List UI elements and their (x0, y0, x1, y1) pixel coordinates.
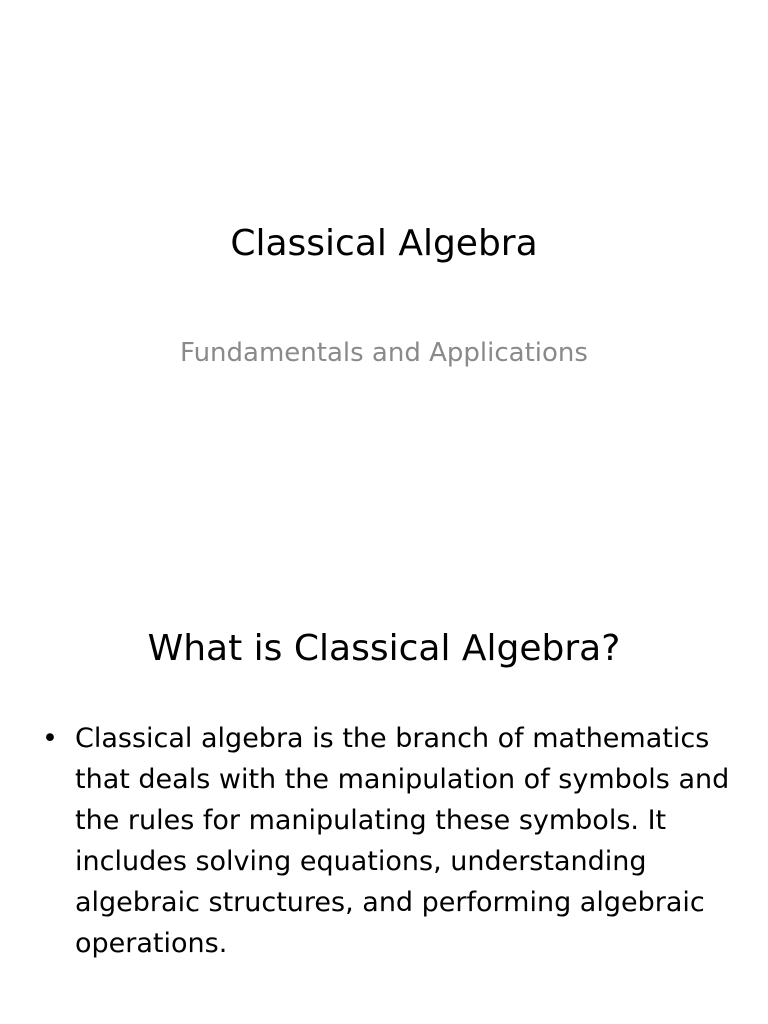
list-item (40, 718, 730, 964)
bullet-text: Classical algebra is the branch of mathematics that deals with the manipulation of symbols and the rules for manipulating these symbols. It includes solving equations, understanding algebraic structures, and performing algebraic operations. (75, 723, 730, 959)
slide-title: Classical Algebra (230, 223, 538, 264)
slide-subtitle: Fundamentals and Applications (180, 338, 588, 368)
bullet-list (40, 718, 730, 964)
content-heading: What is Classical Algebra? (147, 628, 621, 669)
bullet-icon: • (42, 723, 58, 754)
